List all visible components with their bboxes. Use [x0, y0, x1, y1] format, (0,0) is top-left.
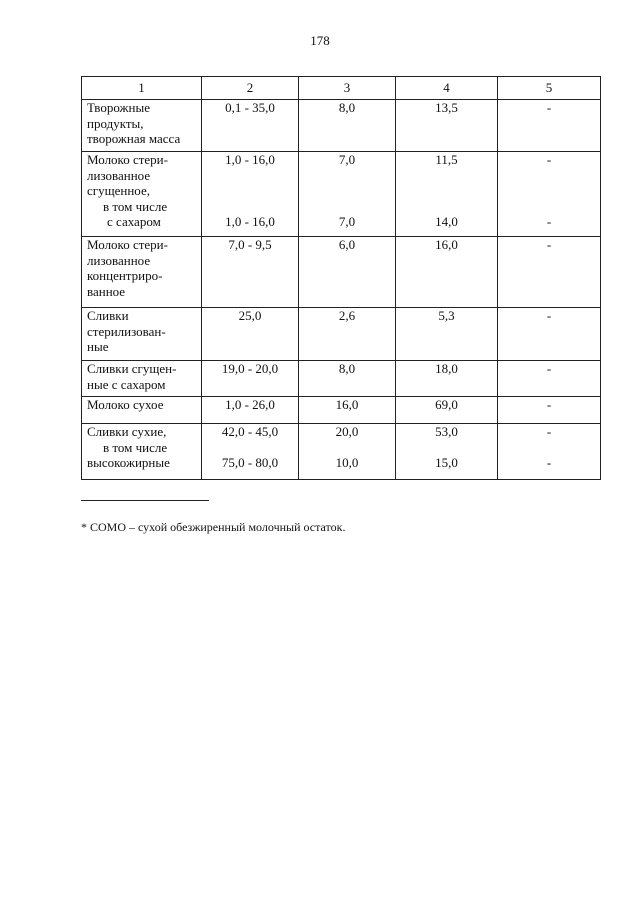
data-table	[81, 76, 601, 480]
cell-value: 1,0 - 16,0	[225, 214, 275, 229]
value-cell	[202, 397, 299, 424]
page-number: 178	[310, 33, 330, 48]
cell-value: -	[546, 308, 552, 323]
product-name-line: с сахаром	[107, 214, 161, 229]
cell-value: 16,0	[435, 237, 458, 252]
value-cell	[202, 152, 299, 237]
cell-value: -	[546, 397, 552, 412]
value-cell	[299, 308, 396, 361]
product-name-line: концентриро-	[87, 268, 163, 283]
table-row	[82, 361, 601, 397]
cell-value: -	[546, 100, 552, 115]
product-name-line: высокожирные	[87, 455, 170, 470]
product-name-cell	[82, 237, 202, 308]
cell-value: 75,0 - 80,0	[221, 455, 279, 470]
cell-value: 14,0	[435, 214, 458, 229]
product-name-line: Молоко сухое	[87, 397, 164, 412]
value-cell	[498, 237, 601, 308]
footnote: * СОМО – сухой обезжиренный молочный остаток.	[81, 520, 346, 534]
cell-value: 1,0 - 26,0	[225, 397, 275, 412]
table-row	[82, 152, 601, 237]
cell-value: 2,6	[338, 308, 356, 323]
product-name-line: Творожные	[87, 100, 150, 115]
value-cell	[396, 361, 498, 397]
product-name-line: Сливки сгущен-	[87, 361, 177, 376]
value-cell	[202, 237, 299, 308]
product-name-line: в том числе	[103, 439, 168, 455]
cell-value: 69,0	[435, 397, 458, 412]
value-cell	[299, 361, 396, 397]
value-cell	[396, 397, 498, 424]
product-name-line: творожная масса	[87, 131, 181, 146]
column-header: 3	[299, 77, 396, 100]
product-name-line: ванное	[87, 283, 126, 299]
value-cell	[396, 424, 498, 480]
value-cell	[498, 152, 601, 237]
product-name-line: Молоко стери-	[87, 237, 168, 252]
value-cell	[299, 100, 396, 152]
value-cell	[202, 361, 299, 397]
product-name-line: ные с сахаром	[87, 376, 166, 392]
value-cell	[498, 361, 601, 397]
value-cell	[498, 424, 601, 480]
product-name-line: ные	[87, 339, 109, 354]
cell-value: 0,1 - 35,0	[225, 100, 275, 115]
product-name-line: продукты,	[87, 115, 144, 131]
cell-value: 13,5	[435, 100, 458, 115]
product-name-line: лизованное	[87, 167, 151, 183]
value-cell	[299, 424, 396, 480]
table-row	[82, 100, 601, 152]
cell-value: 5,3	[438, 308, 455, 323]
value-cell	[299, 397, 396, 424]
table-header-row	[82, 77, 601, 100]
product-name-line: в том числе	[103, 198, 168, 214]
cell-value: -	[546, 424, 552, 439]
table-row	[82, 237, 601, 308]
cell-value: 6,0	[338, 237, 356, 252]
cell-value: -	[546, 237, 552, 252]
cell-value: 10,0	[335, 455, 359, 470]
cell-value: 8,0	[338, 361, 356, 376]
value-cell	[202, 100, 299, 152]
cell-value: 15,0	[435, 455, 458, 470]
product-name-line: Сливки	[87, 308, 129, 323]
value-cell	[396, 152, 498, 237]
value-cell	[299, 152, 396, 237]
value-cell	[202, 308, 299, 361]
cell-value: 53,0	[435, 424, 458, 439]
footnote-divider	[81, 500, 209, 501]
product-name-cell	[82, 308, 202, 361]
product-name-cell	[82, 397, 202, 424]
product-name-line: лизованное	[87, 252, 151, 268]
cell-value: 42,0 - 45,0	[221, 424, 279, 439]
product-name-cell	[82, 361, 202, 397]
cell-value: 7,0	[338, 214, 356, 229]
value-cell	[498, 100, 601, 152]
value-cell	[299, 237, 396, 308]
cell-value: 19,0 - 20,0	[221, 361, 279, 376]
cell-value: 7,0 - 9,5	[228, 237, 272, 252]
product-name-line: Сливки сухие,	[87, 424, 167, 439]
cell-value: 7,0	[338, 152, 356, 167]
value-cell	[498, 308, 601, 361]
value-cell	[202, 424, 299, 480]
product-name-line: Молоко стери-	[87, 152, 168, 167]
cell-value: 18,0	[435, 361, 458, 376]
product-name-cell	[82, 424, 202, 480]
product-name-cell	[82, 152, 202, 237]
table-row	[82, 397, 601, 424]
cell-value: -	[546, 455, 552, 470]
cell-value: -	[546, 152, 552, 167]
cell-value: -	[546, 214, 552, 229]
table-row	[82, 308, 601, 361]
cell-value: -	[546, 361, 552, 376]
cell-value: 20,0	[335, 424, 359, 439]
value-cell	[396, 308, 498, 361]
table-row	[82, 424, 601, 480]
value-cell	[396, 100, 498, 152]
column-header: 5	[498, 77, 601, 100]
column-header: 4	[396, 77, 498, 100]
cell-value: 8,0	[338, 100, 356, 115]
column-header: 2	[202, 77, 299, 100]
cell-value: 1,0 - 16,0	[225, 152, 275, 167]
cell-value: 25,0	[238, 308, 262, 323]
product-name-line: сгущенное,	[87, 183, 150, 198]
cell-value: 16,0	[335, 397, 359, 412]
product-name-line: стерилизован-	[87, 323, 166, 339]
value-cell	[498, 397, 601, 424]
column-header: 1	[82, 77, 202, 100]
product-name-cell	[82, 100, 202, 152]
value-cell	[396, 237, 498, 308]
cell-value: 11,5	[435, 152, 458, 167]
